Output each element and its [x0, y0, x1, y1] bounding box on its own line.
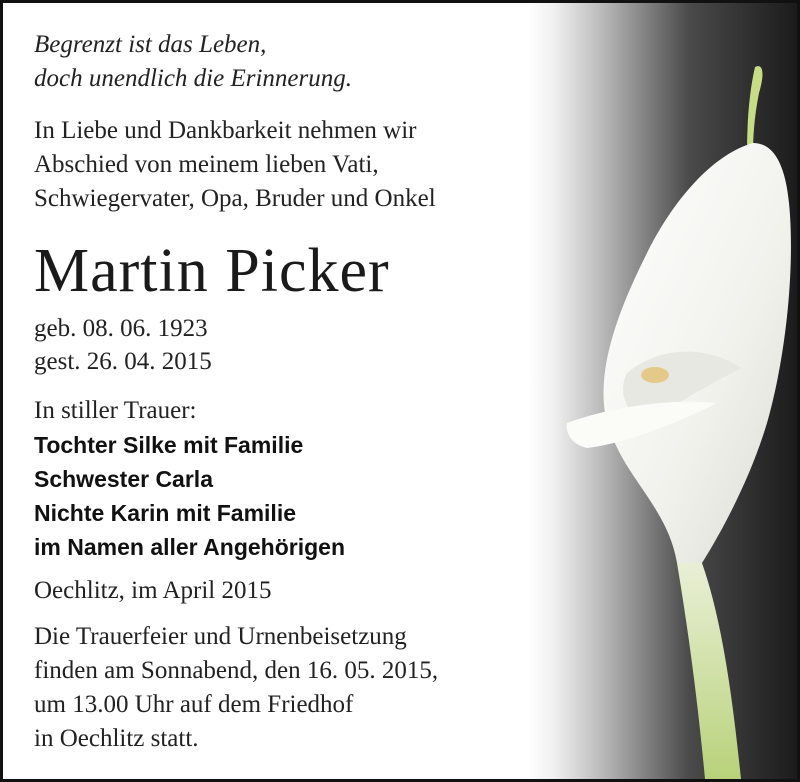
deceased-name: Martin Picker: [34, 237, 390, 305]
birth-date: geb. 08. 06. 1923: [34, 315, 208, 342]
service-line: Die Trauerfeier und Urnenbeisetzung: [34, 623, 407, 650]
motto: [34, 28, 534, 96]
obituary-text: [34, 28, 534, 752]
intro-line: Abschied von meinem lieben Vati,: [34, 151, 379, 178]
intro-line: In Liebe und Dankbarkeit nehmen wir: [34, 117, 417, 144]
intro-line: Schwiegervater, Opa, Bruder und Onkel: [34, 185, 436, 212]
death-date: gest. 26. 04. 2015: [34, 348, 212, 375]
calla-lily-icon: [527, 3, 797, 779]
mourner-entry: Schwester Carla: [34, 466, 213, 492]
service-info: [34, 620, 438, 756]
calla-lily-photo: [527, 3, 797, 779]
mourners-list: [34, 394, 345, 564]
motto-line: doch unendlich die Erinnerung.: [34, 65, 352, 92]
service-line: um 13.00 Uhr auf dem Friedhof: [34, 691, 354, 718]
mourner-entry: Tochter Silke mit Familie: [34, 432, 304, 458]
service-line: in Oechlitz statt.: [34, 725, 199, 752]
motto-line: Begrenzt ist das Leben,: [34, 31, 267, 58]
service-line: finden am Sonnabend, den 16. 05. 2015,: [34, 657, 439, 684]
mourners-heading: In stiller Trauer:: [34, 397, 197, 424]
mourner-entry: im Namen aller Angehörigen: [34, 534, 345, 560]
intro-paragraph: [34, 114, 436, 216]
life-dates: [34, 312, 212, 378]
mourner-entry: Nichte Karin mit Familie: [34, 500, 297, 526]
place-date: Oechlitz, im April 2015: [34, 577, 272, 604]
